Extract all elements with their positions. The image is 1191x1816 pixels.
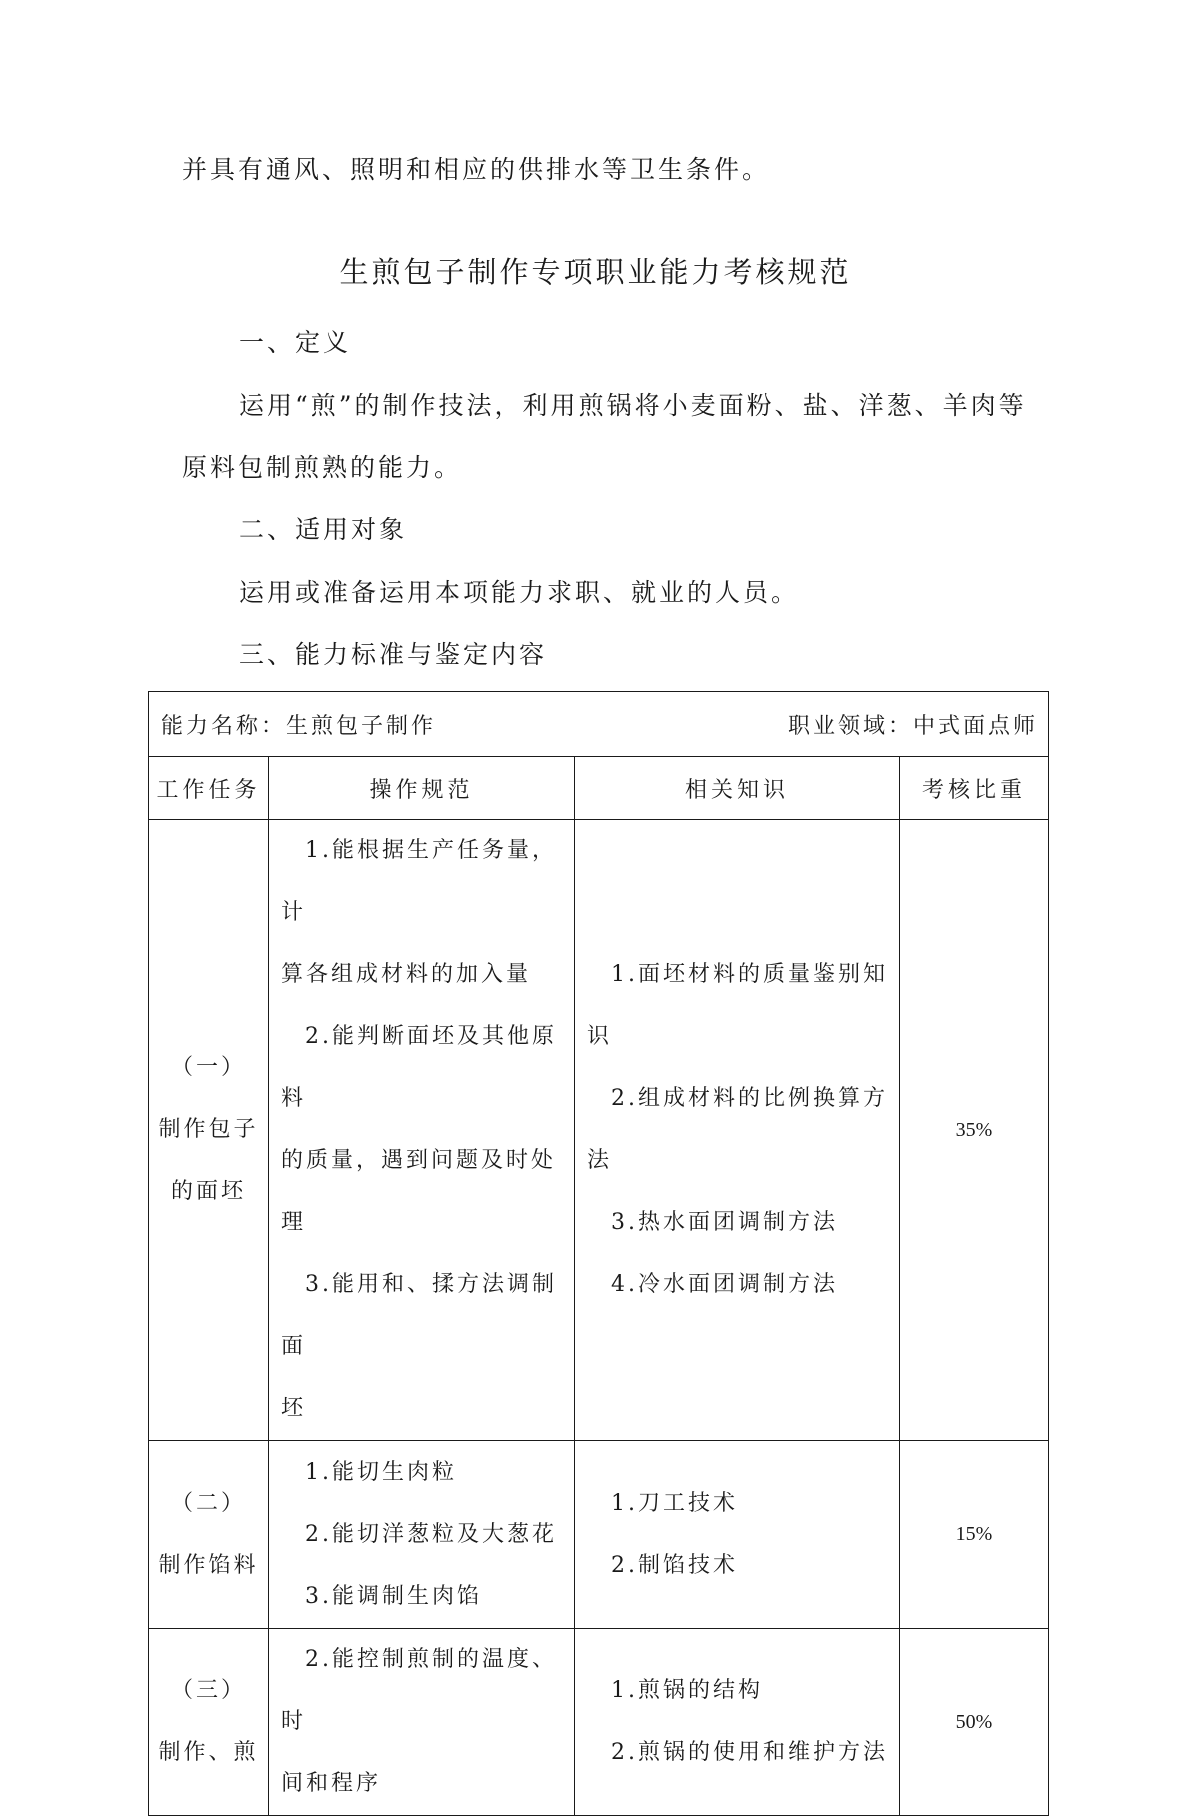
table-row — [149, 1629, 1049, 1816]
task-line: 的面坯 — [170, 1179, 246, 1204]
knowledge-line: 1.刀工技术 — [611, 1490, 738, 1516]
weight-cell: 35% — [900, 820, 1049, 1441]
operation-line: 3.能调制生肉馅 — [305, 1583, 482, 1609]
operation-line: 间和程序 — [281, 1771, 382, 1796]
knowledge-line: 3.热水面团调制方法 — [611, 1210, 838, 1235]
task-cell — [149, 1441, 269, 1629]
ability-name: 能力名称：生煎包子制作 — [161, 713, 437, 739]
knowledge-line: 法 — [587, 1148, 613, 1173]
column-header-row — [149, 757, 1049, 820]
knowledge-line: 2.制馅技术 — [611, 1552, 738, 1578]
knowledge-line: 1.煎锅的结构 — [611, 1678, 763, 1703]
operation-line: 的质量，遇到问题及时处理 — [281, 1148, 557, 1235]
operation-line: 3.能用和、揉方法调制面 — [281, 1272, 557, 1359]
knowledge-cell — [575, 1441, 900, 1629]
column-header-weight: 考核比重 — [900, 757, 1049, 820]
operation-line: 算各组成材料的加入量 — [281, 962, 532, 987]
knowledge-line: 4.冷水面团调制方法 — [611, 1272, 838, 1297]
section-2-body: 运用或准备运用本项能力求职、就业的人员。 — [239, 578, 800, 607]
task-line: （一） — [170, 1055, 246, 1080]
ability-standard-table — [148, 691, 1049, 1816]
knowledge-line: 1.面坯材料的质量鉴别知 — [611, 962, 888, 987]
column-header-task: 工作任务 — [149, 757, 269, 820]
intro-line: 并具有通风、照明和相应的供排水等卫生条件。 — [182, 155, 771, 184]
task-line: 制作馅料 — [158, 1552, 259, 1578]
operations-cell — [269, 1629, 575, 1816]
knowledge-cell — [575, 1629, 900, 1816]
operation-line: 2.能切洋葱粒及大葱花 — [305, 1521, 557, 1547]
task-line: （二） — [170, 1490, 246, 1516]
section-3-heading: 三、能力标准与鉴定内容 — [239, 640, 548, 669]
table-row — [149, 1441, 1049, 1629]
knowledge-line: 2.组成材料的比例换算方 — [611, 1086, 888, 1111]
weight-cell: 15% — [900, 1441, 1049, 1629]
table-header-row — [149, 692, 1049, 757]
operation-line: 1.能切生肉粒 — [305, 1459, 457, 1485]
operations-cell — [269, 1441, 575, 1629]
operation-line: 2.能判断面坯及其他原料 — [281, 1024, 557, 1111]
operation-line: 1.能根据生产任务量，计 — [281, 838, 557, 925]
operation-line: 坯 — [281, 1396, 307, 1421]
occupation-field: 职业领域：中式面点师 — [788, 713, 1039, 739]
column-header-operations: 操作规范 — [269, 757, 575, 820]
table-row — [149, 820, 1049, 1441]
operation-line: 2.能控制煎制的温度、时 — [281, 1647, 557, 1734]
knowledge-cell — [575, 820, 900, 1441]
task-line: 制作、煎 — [158, 1740, 259, 1765]
operations-cell — [269, 820, 575, 1441]
knowledge-line: 识 — [587, 1024, 613, 1049]
knowledge-line: 2.煎锅的使用和维护方法 — [611, 1740, 888, 1765]
section-1-heading: 一、定义 — [239, 328, 352, 357]
page-title: 生煎包子制作专项职业能力考核规范 — [339, 255, 852, 289]
column-header-knowledge: 相关知识 — [575, 757, 900, 820]
task-line: 制作包子 — [158, 1117, 259, 1142]
task-line: （三） — [170, 1678, 246, 1703]
section-2-heading: 二、适用对象 — [239, 515, 408, 544]
section-1-body-line-2: 原料包制煎熟的能力。 — [182, 453, 463, 482]
task-cell — [149, 1629, 269, 1816]
section-1-body-line-1: 运用“煎”的制作技法，利用煎锅将小麦面粉、盐、洋葱、羊肉等 — [239, 391, 1027, 420]
task-cell — [149, 820, 269, 1441]
weight-cell: 50% — [900, 1629, 1049, 1816]
